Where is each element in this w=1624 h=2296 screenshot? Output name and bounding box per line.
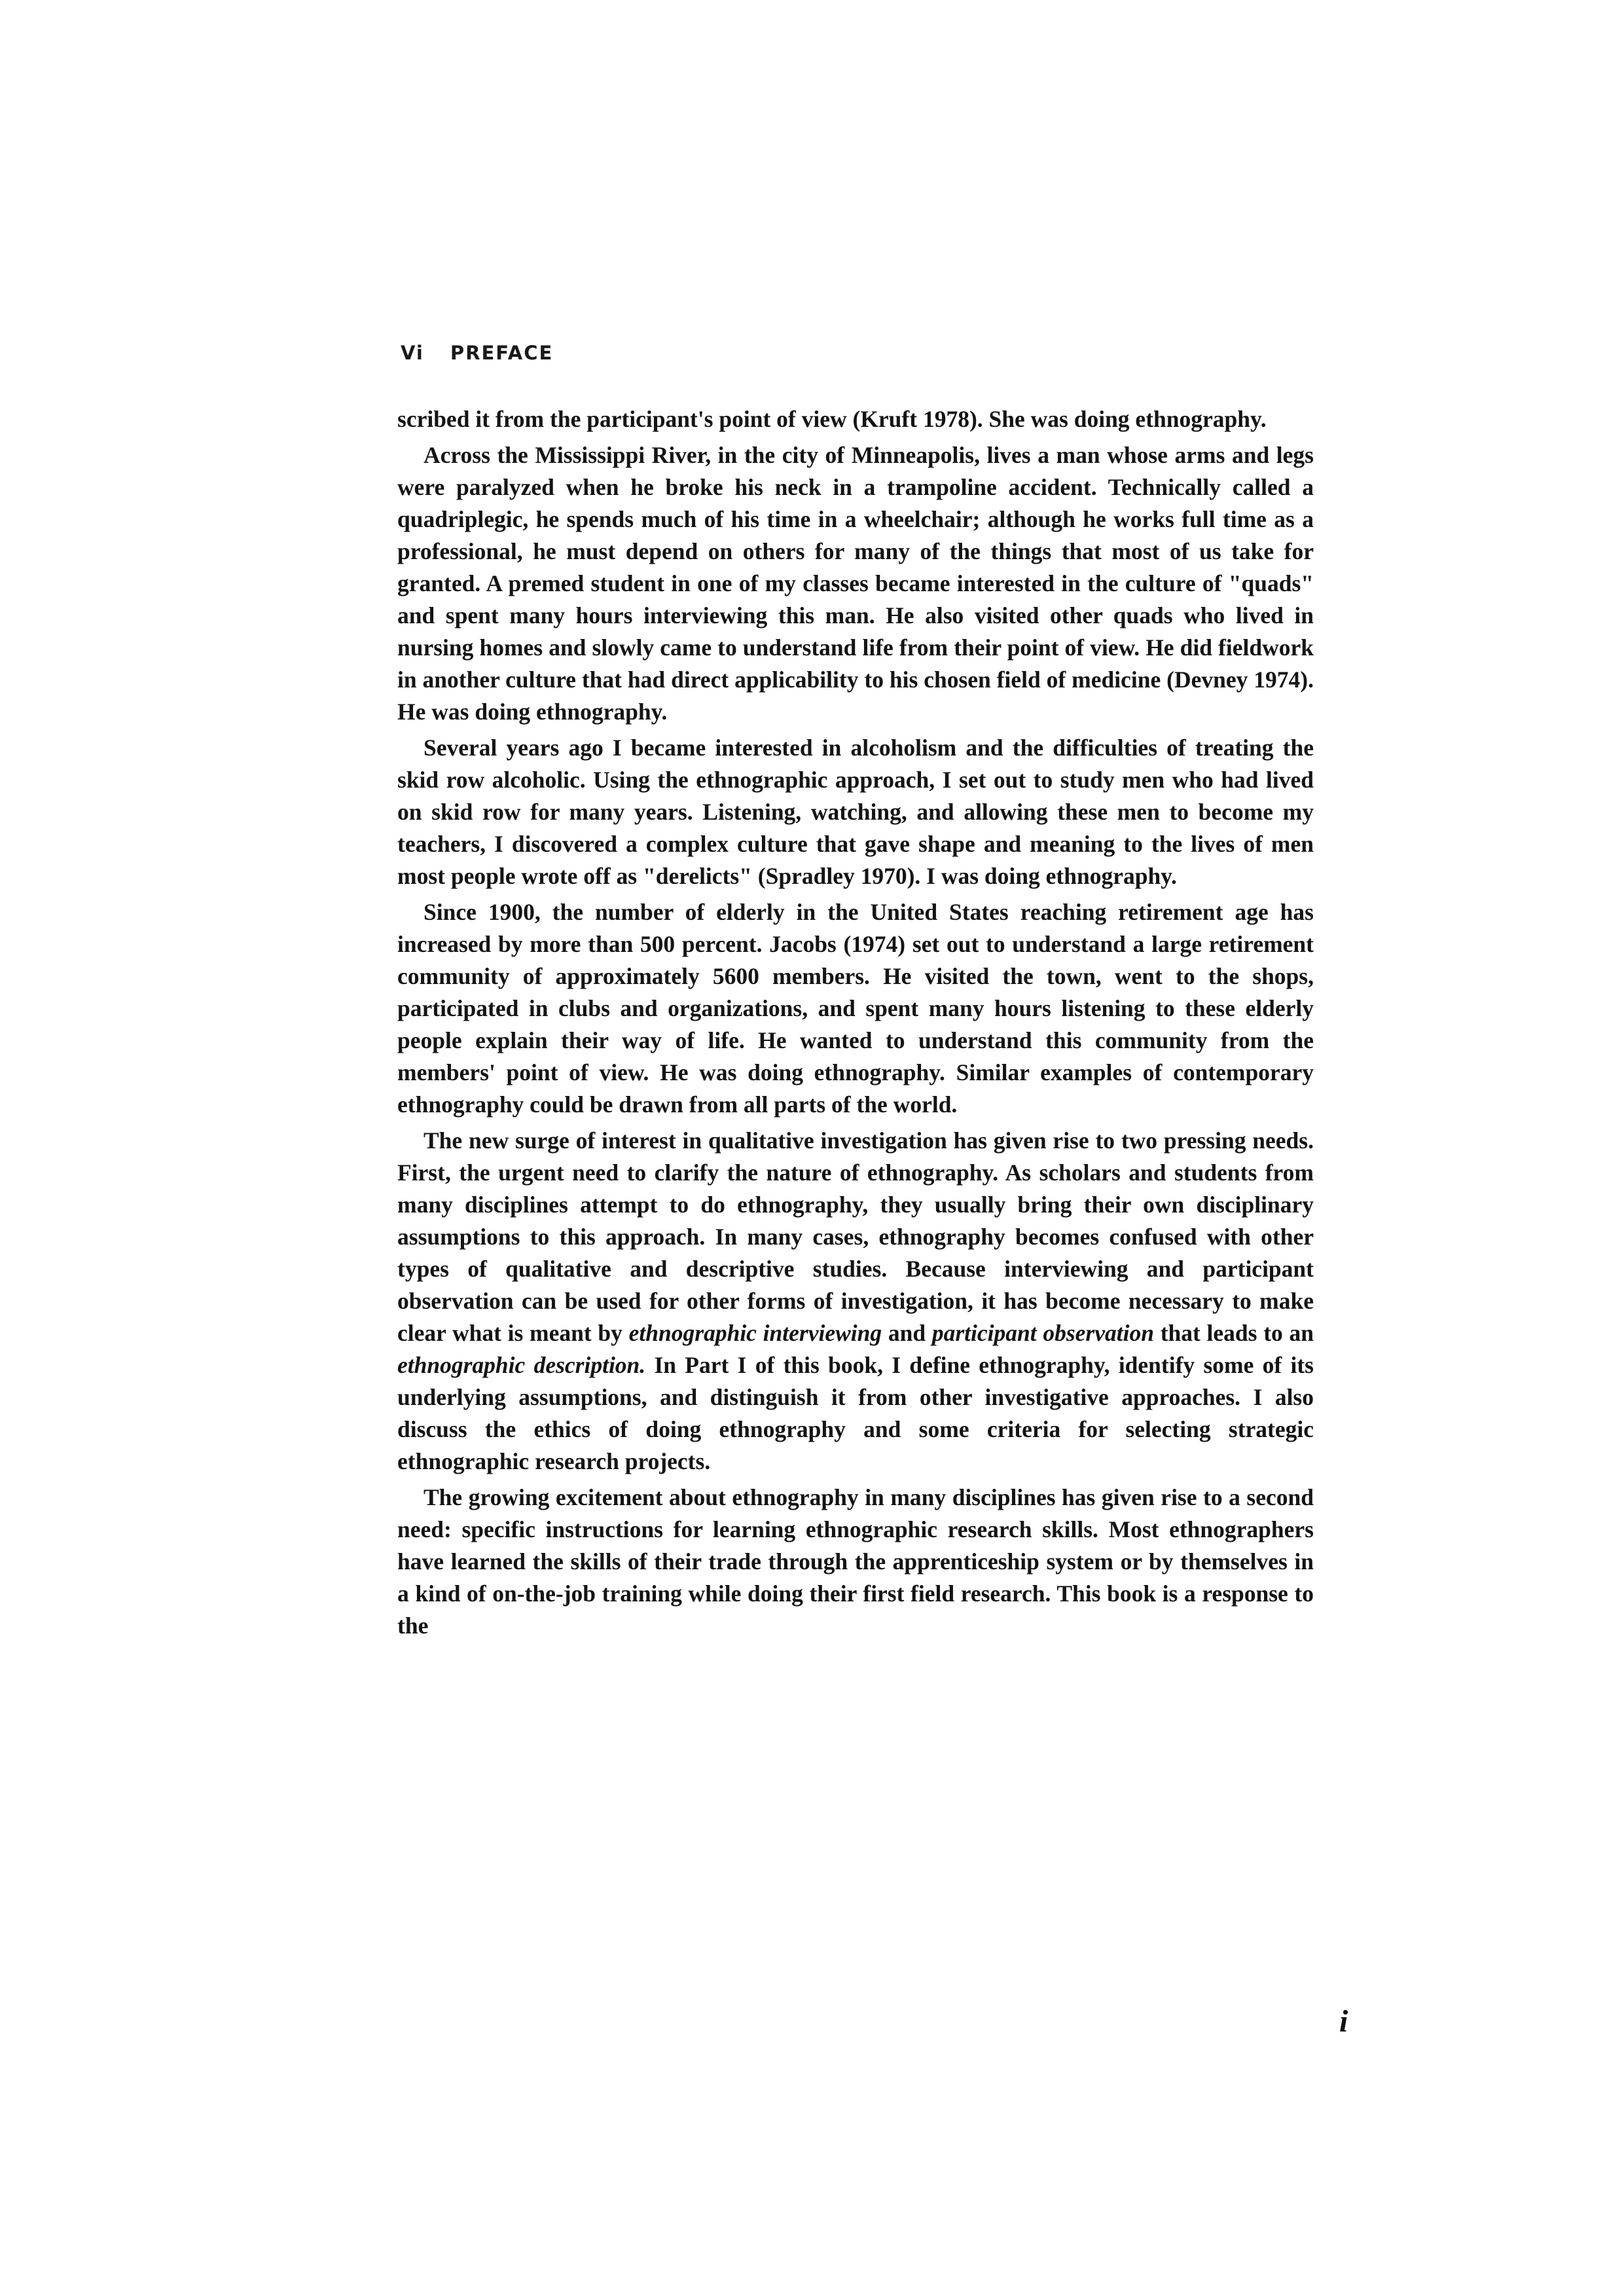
italic-term: participant observation (931, 1320, 1154, 1346)
page-number: i (1339, 2004, 1348, 2039)
paragraph: Several years ago I became interested in alcoholism and the difficulties of treating the skid row alcoholic. Using the ethnographic approach, I set out to study men who had lived on skid row for many years. Listening, watching, and allowing these men to become my teachers, I discovered a complex culture that gave shape and meaning to the lives of men most people wrote off as "derelicts" (Spradley 1970). I was doing ethnography. (397, 735, 1314, 889)
text-run: that leads to an (1160, 1320, 1314, 1346)
paragraph: Across the Mississippi River, in the city of Minneapolis, lives a man whose arms and legs were paralyzed when he broke his neck in a trampoline accident. Technically called a quadriplegic, he spends much of his time in a wheelchair; although he works full time as a professional, he must depend on others for many of the things that most of us take for granted. A premed student in one of my classes became interested in the culture of "quads" and spent many hours interviewing this man. He also visited other quads who lived in nursing homes and slowly came to understand life from their point of view. He did fieldwork in another culture that had direct applicability to his chosen field of medicine (Devney 1974). He was doing ethnography. (397, 442, 1314, 725)
running-head (401, 342, 553, 364)
text-run: and (888, 1320, 926, 1346)
italic-term: ethnographic interviewing (628, 1320, 882, 1346)
chapter-title: PREFACE (450, 342, 554, 364)
paragraph (397, 1125, 1314, 1478)
text-run: The new surge of interest in qualitative investigation has given rise to two pressing needs. First, the urgent need to clarify the nature of ethnography. As scholars and students from many disciplines attempt to do ethnography, they usually bring their own disciplinary assumptions to this approach. In many cases, ethnography becomes confused with other types of qualitative and descriptive studies. Because interviewing and participant observation can be used for other forms of investigation, it has become necessary to make clear what is meant by (397, 1127, 1314, 1346)
italic-term: ethnographic description. (397, 1352, 646, 1378)
body-text (397, 403, 1314, 1646)
paragraph: scribed it from the participant's point of view (Kruft 1978). She was doing ethnography. (397, 406, 1267, 432)
text-run: In Part I of this book, I define ethnography, identify some of its underlying assumptions, and distinguish it from other investigative approaches. I also discuss the ethics of doing ethnography and some criteria for selecting strategic ethnographic research projects. (397, 1352, 1314, 1474)
paragraph: The growing excitement about ethnography in many disciplines has given rise to a second need: specific instructions for learning ethnographic research skills. Most ethnographers have learned the skills of their trade through the apprenticeship system or by themselves in a kind of on-the-job training while doing their first field research. This book is a response to the (397, 1484, 1314, 1639)
page-folio: Vi (401, 342, 424, 364)
paragraph: Since 1900, the number of elderly in the United States reaching retirement age has increased by more than 500 percent. Jacobs (1974) set out to understand a large retirement community of approximately 5600 members. He visited the town, went to the shops, participated in clubs and organizations, and spent many hours listening to these elderly people explain their way of life. He wanted to understand this community from the members' point of view. He was doing ethnography. Similar examples of contemporary ethnography could be drawn from all parts of the world. (397, 899, 1314, 1118)
